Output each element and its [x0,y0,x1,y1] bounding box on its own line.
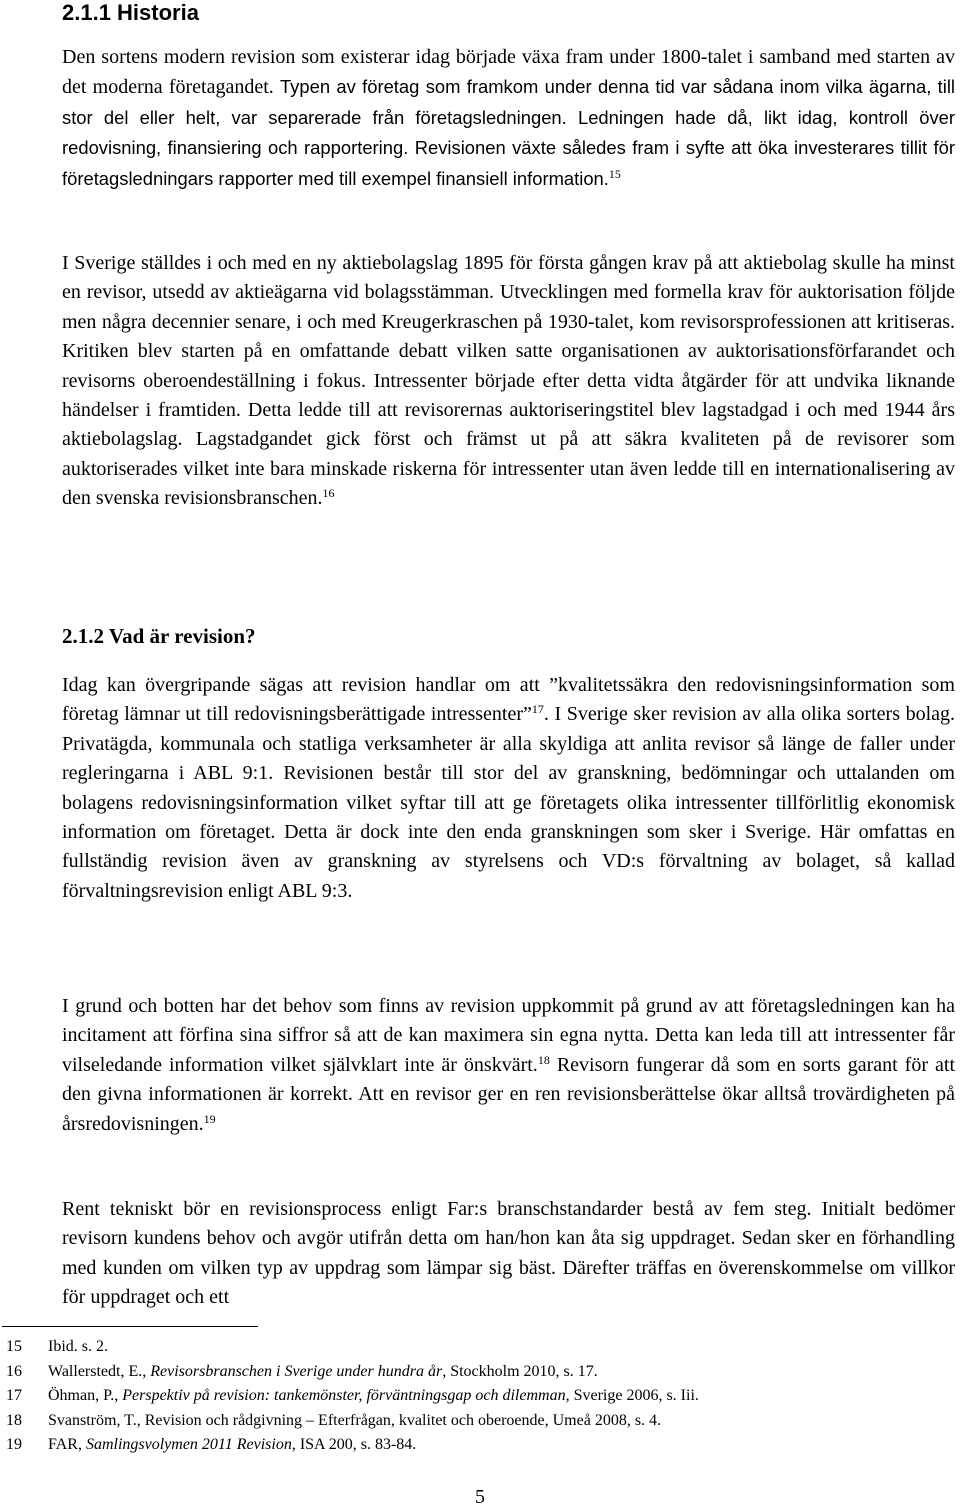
footnote-ref[interactable]: 15 [608,166,621,181]
paragraph-text: Revisorn fungerar då som en sorts garant för att den givna informationen är korrekt. Att en revisor ger en ren revisionsberättelse ökar alltså trovärdigheten på årsredovisningen. [62,1053,955,1135]
paragraph-revision-3: Rent tekniskt bör en revisionsprocess enligt Far:s branschstandarder bestå av fem steg. Initialt bedömer revisorn kundens behov och avgör utifrån detta om han/hon kan åta sig uppdraget. Sedan sker en förhandling med kunden om vilken typ av uppdrag som lämpar sig bäst. Därefter träffas en överenskommelse om villkor för uppdraget och ett [62,1198,955,1309]
footnote-item [0,1360,960,1385]
footnote-text: FAR, Samlingsvolymen 2011 Revision, ISA 200, s. 83-84. [48,1436,417,1453]
paragraph-historia-2 [62,249,955,514]
footnote-item [0,1384,960,1409]
footnote-number: 18 [6,1411,22,1429]
footnote-list [0,1335,960,1458]
paragraph-text: I Sverige ställdes i och med en ny aktiebolagslag 1895 för första gången krav på att aktiebolag skulle ha minst en revisor, utsedd av aktieägarna vid bolagsstämman. Utvecklingen med formella krav för auktorisation följde men några decennier senare, i och med Kreugerkraschen på 1930-talet, kom revisorsprofessionen att kritiseras. Kritiken blev starten på en omfattande debatt vilken satte organisationen av auktorisationsförfarandet och revisorns oberoendeställning i fokus. Intressenter började efter detta vidta åtgärder för att undvika liknande händelser i framtiden. Detta ledde till att revisorernas auktoriseringstitel blev lagstadgad i och med 1944 års aktiebolagslag. Lagstadgandet gick först och främst ut på att säkra kvaliteten på de revisorer som auktoriserades vilket inte bara minskade riskerna för intressenter utan även ledde till en internationalisering av den svenska revisionsbranschen. [62,252,955,510]
paragraph-text: . I Sverige sker revision av alla olika sorters bolag. Privatägda, kommunala och statliga verksamheter är alla skyldiga att anlita revisor så länge de faller under regleringarna i ABL 9:1. Revisionen består till stor del av granskning, bedömningar och uttalanden om bolagens redovisningsinformation vilket syftar till att ge företagets olika intressenter tillförlitlig ekonomisk information om företaget. Detta är dock inte den enda granskningen som sker i Sverige. Här omfattas en fullständig revision även av granskning av styrelsens och VD:s förvaltning av bolaget, så kallad förvaltningsrevision enligt ABL 9:3. [62,703,956,902]
footnote-text: Wallerstedt, E., Revisorsbranschen i Sverige under hundra år, Stockholm 2010, s. 17. [48,1362,598,1380]
footnote-text: Ibid. s. 2. [48,1338,108,1355]
footnote-text: Öhman, P., Perspektiv på revision: tankemönster, förväntningsgap och dilemman, Sverige 2006, s. Iii. [48,1387,699,1404]
footnote-item [0,1433,960,1458]
footnote-ref[interactable]: 17 [531,702,544,717]
footnote-ref[interactable]: 19 [203,1111,216,1126]
paragraph-text: Idag kan övergripande sägas att revision handlar om att ”kvalitetssäkra den redovisningsinformation som företag lämnar ut till redovisningsberättigade intressenter” [62,674,955,726]
section-heading-historia: 2.1.1 Historia [62,0,199,25]
paragraph-text: Typen av företag som framkom under denna tid var sådana inom vilka ägarna, till stor del eller helt, var separerade från företagsledningen. Ledningen hade då, likt idag, kontroll över redovisning, finansiering och rapportering. Revisionen växte således fram i syfte att öka investerares tillit för företagsledningars rapporter med till exempel finansiell information. [62,76,955,189]
footnote-text: Svanström, T., Revision och rådgivning – Efterfrågan, kvalitet och oberoende, Umeå 2008, s. 4. [48,1411,662,1429]
footnote-number: 19 [6,1436,22,1453]
paragraph-text: I grund och botten har det behov som finns av revision uppkommit på grund av att företagsledningen kan ha incitament att förfina sina siffror så att de kan maximera sin egna nytta. Detta kan leda till att intressenter får vilseledande information vilket självklart inte är önskvärt. [62,995,955,1076]
paragraph-revision-2 [62,992,955,1139]
footnote-number: 17 [6,1387,22,1404]
paragraph-text: Den sortens modern revision som existerar idag började växa fram under 1800-talet i samband med starten av det moderna företagandet. [62,46,955,99]
footnote-number: 16 [6,1362,22,1380]
paragraph-historia-1 [62,43,955,194]
footnote-ref[interactable]: 18 [537,1052,550,1067]
footnote-item [0,1335,960,1360]
footnote-ref[interactable]: 16 [322,486,335,501]
footnote-separator [2,1326,258,1327]
section-heading-vad-ar-revision: 2.1.2 Vad är revision? [62,624,256,648]
footnote-item [0,1409,960,1434]
page-number: 5 [475,1486,485,1508]
paragraph-revision-1 [62,671,955,906]
footnote-number: 15 [6,1338,22,1355]
